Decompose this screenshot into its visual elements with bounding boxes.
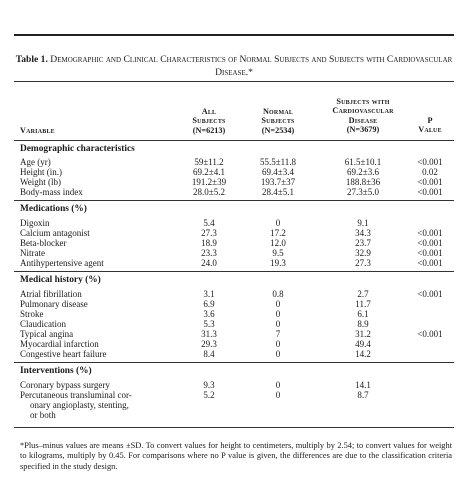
table-title (14, 53, 454, 79)
cell-normal: 17.2 (270, 228, 286, 238)
section-rule (14, 271, 454, 272)
table-row (14, 167, 454, 177)
table-row (14, 410, 454, 420)
row-label: Body-mass index (20, 187, 83, 197)
cell-cvd: 23.7 (355, 238, 371, 248)
table-row (14, 177, 454, 187)
cell-all: 23.3 (201, 248, 217, 258)
cell-all: 9.3 (203, 380, 215, 390)
row-label: Height (in.) (20, 167, 62, 177)
cell-p: 0.02 (422, 167, 438, 177)
top-rule (14, 34, 454, 36)
row-label: Typical angina (20, 329, 74, 339)
row-label: Coronary bypass surgery (20, 380, 110, 390)
cell-p: <0.001 (417, 187, 443, 197)
cell-all: 29.3 (201, 339, 217, 349)
cell-normal: 0 (275, 319, 281, 329)
row-label: Percutaneous transluminal cor- (20, 390, 132, 400)
table-title-text: Demographic and Clinical Characteristics of Normal Subjects and Subjects with Cardiovascular Disease.* (50, 54, 453, 78)
cell-normal: 12.0 (270, 238, 286, 248)
cell-p: <0.001 (417, 258, 443, 268)
table-row (14, 187, 454, 197)
cell-normal: 69.4±3.4 (262, 167, 294, 177)
row-label: Nitrate (20, 248, 45, 258)
cell-normal: 0 (275, 339, 281, 349)
header-p (408, 116, 452, 135)
cell-cvd: 188.8±36 (345, 177, 381, 187)
cell-cvd: 11.7 (355, 299, 371, 309)
cell-normal: 0 (275, 218, 281, 228)
table-frame (14, 34, 454, 477)
cell-cvd: 6.1 (357, 309, 369, 319)
cell-cvd: 14.2 (355, 349, 371, 359)
cell-all: 24.0 (201, 258, 217, 268)
table-row (14, 228, 454, 238)
table-row (14, 329, 454, 339)
cell-normal: 0 (275, 299, 281, 309)
cell-normal: 0 (275, 380, 281, 390)
cell-p: <0.001 (417, 329, 443, 339)
cell-all: 5.2 (203, 390, 215, 400)
cell-all: 5.3 (203, 319, 215, 329)
header-variable-text: Variable (20, 126, 55, 135)
row-label: Atrial fibrillation (20, 289, 82, 299)
cell-cvd: 69.2±3.6 (347, 167, 379, 177)
table-row (14, 289, 454, 299)
cell-normal: 0 (275, 349, 281, 359)
cell-all: 69.2±4.1 (193, 167, 225, 177)
row-label: Congestive heart failure (20, 349, 107, 359)
cell-all: 31.3 (201, 329, 217, 339)
header-variable (20, 126, 55, 135)
footnote: *Plus–minus values are means ±SD. To convert values for height to centimeters, multiply by 2.54; to convert values for weight to kilograms, multiply by 0.45. For comparisons where no P value is given, the differences are due to the classification criteria specified in the study design. (20, 441, 452, 471)
cell-cvd: 27.3±5.0 (347, 187, 379, 197)
header-normal-line-2: Subjects (261, 116, 295, 126)
header-all (179, 107, 239, 135)
cell-normal: 28.4±5.1 (262, 187, 294, 197)
cell-cvd: 32.9 (355, 248, 371, 258)
table-row (14, 258, 454, 268)
cell-cvd: 14.1 (355, 380, 371, 390)
cell-normal: 193.7±37 (260, 177, 296, 187)
row-label: Pulmonary disease (20, 299, 88, 309)
cell-normal: 0.8 (272, 289, 284, 299)
table-row (14, 390, 454, 400)
header-normal-line-3: (N=2534) (261, 125, 295, 135)
cell-all: 3.1 (203, 289, 215, 299)
cell-cvd: 61.5±10.1 (344, 157, 382, 167)
table-title-label: Table 1. (15, 54, 48, 65)
table-row (14, 299, 454, 309)
cell-normal: 0 (275, 309, 281, 319)
header-p-line-1: P (427, 116, 433, 125)
cell-p: <0.001 (417, 157, 443, 167)
cell-all: 191.2±39 (191, 177, 227, 187)
header-cvd-line-1: Subjects with (336, 97, 390, 106)
cell-p: <0.001 (417, 248, 443, 258)
table-row (14, 339, 454, 349)
cell-normal: 19.3 (270, 258, 286, 268)
header-all-line-1: All (201, 107, 217, 116)
cell-all: 5.4 (203, 218, 215, 228)
table-row (14, 248, 454, 258)
cell-p: <0.001 (417, 238, 443, 248)
cell-all: 3.6 (203, 309, 215, 319)
table-row (14, 157, 454, 167)
row-label: Beta-blocker (20, 238, 67, 248)
cell-cvd: 27.3 (355, 258, 371, 268)
cell-normal: 0 (275, 390, 281, 400)
section-title: Demographic characteristics (20, 144, 135, 154)
header-cvd (318, 97, 408, 135)
cell-cvd: 9.1 (357, 218, 369, 228)
table-row (14, 380, 454, 390)
header-normal (248, 107, 308, 135)
cell-cvd: 49.4 (355, 339, 371, 349)
cell-all: 8.4 (203, 349, 215, 359)
header-all-line-3: (N=6213) (192, 125, 226, 135)
cell-p: <0.001 (417, 228, 443, 238)
cell-cvd: 34.3 (355, 228, 371, 238)
cell-cvd: 2.7 (357, 289, 369, 299)
cell-p: <0.001 (417, 177, 443, 187)
section-rule (14, 362, 454, 363)
header-all-line-2: Subjects (192, 116, 226, 126)
section-title: Interventions (%) (20, 366, 92, 376)
bottom-rule (14, 427, 454, 428)
table-row (14, 218, 454, 228)
section-title: Medications (%) (20, 204, 87, 214)
row-label-continued: onary angioplasty, stenting, (30, 400, 129, 410)
row-label: Digoxin (20, 218, 50, 228)
table-row (14, 238, 454, 248)
header-cvd-line-4: (N=3679) (346, 125, 380, 135)
cell-cvd: 8.9 (357, 319, 369, 329)
cell-all: 6.9 (203, 299, 215, 309)
row-label: Myocardial infarction (20, 339, 99, 349)
cell-all: 59±11.2 (194, 157, 224, 167)
row-label: Stroke (20, 309, 44, 319)
cell-normal: 55.5±11.8 (259, 157, 297, 167)
row-label: Claudication (20, 319, 66, 329)
cell-cvd: 31.2 (355, 329, 371, 339)
cell-all: 27.3 (201, 228, 217, 238)
row-label: Age (yr) (20, 157, 51, 167)
row-label-continued: or both (30, 410, 56, 420)
row-label: Calcium antagonist (20, 228, 90, 238)
row-label: Weight (lb) (20, 177, 62, 187)
title-rule (14, 81, 454, 82)
cell-normal: 7 (275, 329, 281, 339)
section-rule (14, 200, 454, 201)
cell-all: 18.9 (201, 238, 217, 248)
table-row (14, 349, 454, 359)
header-rule (14, 140, 454, 141)
cell-normal: 9.5 (272, 248, 284, 258)
cell-p: <0.001 (417, 289, 443, 299)
row-label: Antihypertensive agent (20, 258, 104, 268)
table-row (14, 400, 454, 410)
table-row (14, 319, 454, 329)
cell-cvd: 8.7 (357, 390, 369, 400)
cell-all: 28.0±5.2 (193, 187, 225, 197)
header-normal-line-1: Normal (262, 107, 294, 116)
header-cvd-line-3: Disease (348, 115, 378, 125)
section-title: Medical history (%) (20, 275, 101, 285)
header-cvd-line-2: Cardiovascular (332, 106, 394, 116)
header-p-line-2: Value (418, 125, 442, 135)
table-row (14, 309, 454, 319)
